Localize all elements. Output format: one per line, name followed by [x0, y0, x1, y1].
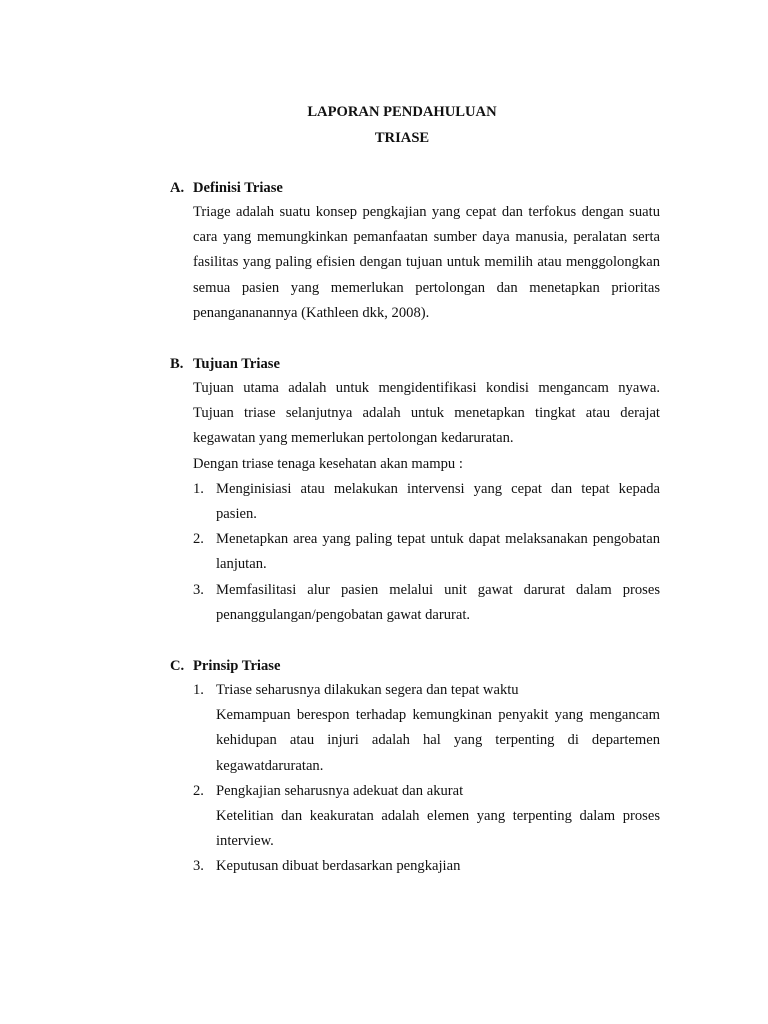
- list-item: [170, 678, 660, 779]
- list-item: [170, 578, 660, 628]
- list-number: 2.: [193, 782, 204, 799]
- section-title: Prinsip Triase: [193, 658, 281, 674]
- list-item: [170, 779, 660, 855]
- document-subtitle: TRIASE: [374, 130, 430, 146]
- section-title: Definisi Triase: [193, 180, 283, 196]
- list-number: 2.: [193, 531, 204, 548]
- section-paragraph: Triage adalah suatu konsep pengkajian yang cepat dan terfokus dengan suatu cara yang memungkinkan pemanfaatan sumber daya manusia, peralatan serta fasilitas yang paling efisien dengan tujuan untuk memilih atau menggolongkan semua pasien yang memerlukan pertolongan dan menetapkan prioritas penangananannya (Kathleen dkk, 2008).: [193, 204, 660, 321]
- list-item: [170, 854, 660, 879]
- list-item-title: Triase seharusnya dilakukan segera dan tepat waktu: [216, 682, 519, 698]
- list-item-title: Pengkajian seharusnya adekuat dan akurat: [216, 782, 464, 799]
- document-title: LAPORAN PENDAHULUAN: [307, 104, 497, 120]
- numbered-list: [170, 678, 660, 880]
- list-number: 1.: [193, 480, 204, 497]
- list-number: 1.: [193, 682, 204, 698]
- list-item: [170, 527, 660, 577]
- section-heading: [170, 179, 660, 197]
- section-tujuan: [170, 355, 660, 628]
- section-letter: A.: [170, 180, 185, 196]
- section-heading: [170, 657, 660, 675]
- section-letter: B.: [170, 356, 184, 372]
- list-item-text: Ketelitian dan keakuratan adalah elemen yang terpenting dalam proses interview.: [216, 808, 660, 850]
- section-heading: [170, 355, 660, 373]
- section-title: Tujuan Triase: [193, 356, 280, 372]
- list-item-text: Menetapkan area yang paling tepat untuk dapat melaksanakan pengobatan lanjutan.: [216, 531, 660, 573]
- list-item-title: Keputusan dibuat berdasarkan pengkajian: [216, 858, 461, 875]
- numbered-list: [170, 477, 660, 628]
- list-item-text: Kemampuan berespon terhadap kemungkinan penyakit yang mengancam kehidupan atau injuri adalah hal yang terpenting di departemen kegawatdaruratan.: [216, 707, 660, 774]
- list-number: 3.: [193, 581, 204, 598]
- section-letter: C.: [170, 658, 185, 674]
- list-item-text: Memfasilitasi alur pasien melalui unit gawat darurat dalam proses penanggulangan/pengobatan gawat darurat.: [216, 581, 660, 623]
- list-intro: Dengan triase tenaga kesehatan akan mampu :: [193, 455, 463, 472]
- list-number: 3.: [193, 858, 204, 875]
- section-paragraph: Tujuan utama adalah untuk mengidentifikasi kondisi mengancam nyawa. Tujuan triase selanjutnya adalah untuk menetapkan tingkat atau derajat kegawatan yang memerlukan pertolongan kedaruratan.: [193, 380, 660, 447]
- section-prinsip: [170, 657, 660, 880]
- section-definisi: [170, 179, 660, 326]
- list-item: [170, 477, 660, 527]
- list-item-text: Menginisiasi atau melakukan intervensi yang cepat dan tepat kepada pasien.: [216, 480, 660, 523]
